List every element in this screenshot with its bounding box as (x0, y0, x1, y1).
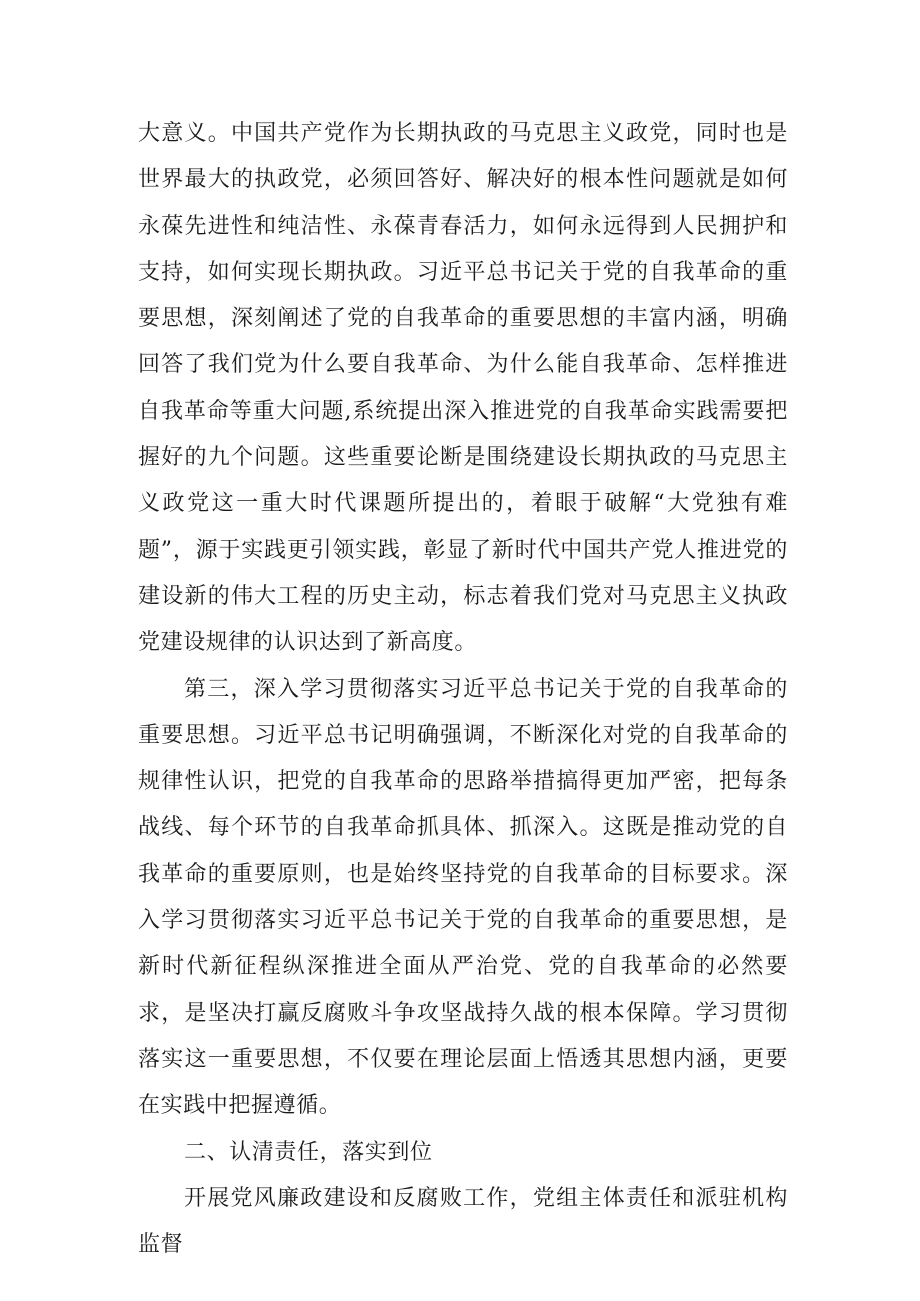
paragraph-intro-continuation: 大意义。中国共产党作为长期执政的马克思主义政党，同时也是世界最大的执政党，必须回答好、解决好的根本性问题就是如何永葆先进性和纯洁性、永葆青春活力，如何永远得到人民拥护和支持，如何实现长期执政。习近平总书记关于党的自我革命的重要思想，深刻阐述了党的自我革命的重要思想的丰富内涵，明确回答了我们党为什么要自我革命、为什么能自我革命、怎样推进自我革命等重大问题,系统提出深入推进党的自我革命实践需要把握好的九个问题。这些重要论断是围绕建设长期执政的马克思主义政党这一重大时代课题所提出的，着眼于破解“大党独有难题”，源于实践更引领实践，彰显了新时代中国共产党人推进党的建设新的伟大工程的历史主动，标志着我们党对马克思主义执政党建设规律的认识达到了新高度。 (138, 121, 788, 656)
paragraph-section-two-start: 开展党风廉政建设和反腐败工作，党组主体责任和派驻机构监督 (138, 1185, 788, 1258)
section-heading-two: 二、认清责任，落实到位 (184, 1139, 433, 1165)
paragraph-third-point: 第三，深入学习贯彻落实习近平总书记关于党的自我革命的重要思想。习近平总书记明确强调，不断深化对党的自我革命的规律性认识，把党的自我革命的思路举措搞得更加严密，把每条战线、每个环节的自我革命抓具体、抓深入。这既是推动党的自我革命的重要原则，也是始终坚持党的自我革命的目标要求。深入学习贯彻落实习近平总书记关于党的自我革命的重要思想，是新时代新征程纵深推进全面从严治党、党的自我革命的必然要求，是坚决打赢反腐败斗争攻坚战持久战的根本保障。学习贯彻落实这一重要思想，不仅要在理论层面上悟透其思想内涵，更要在实践中把握遵循。 (138, 676, 788, 1119)
document-body (138, 111, 788, 1268)
